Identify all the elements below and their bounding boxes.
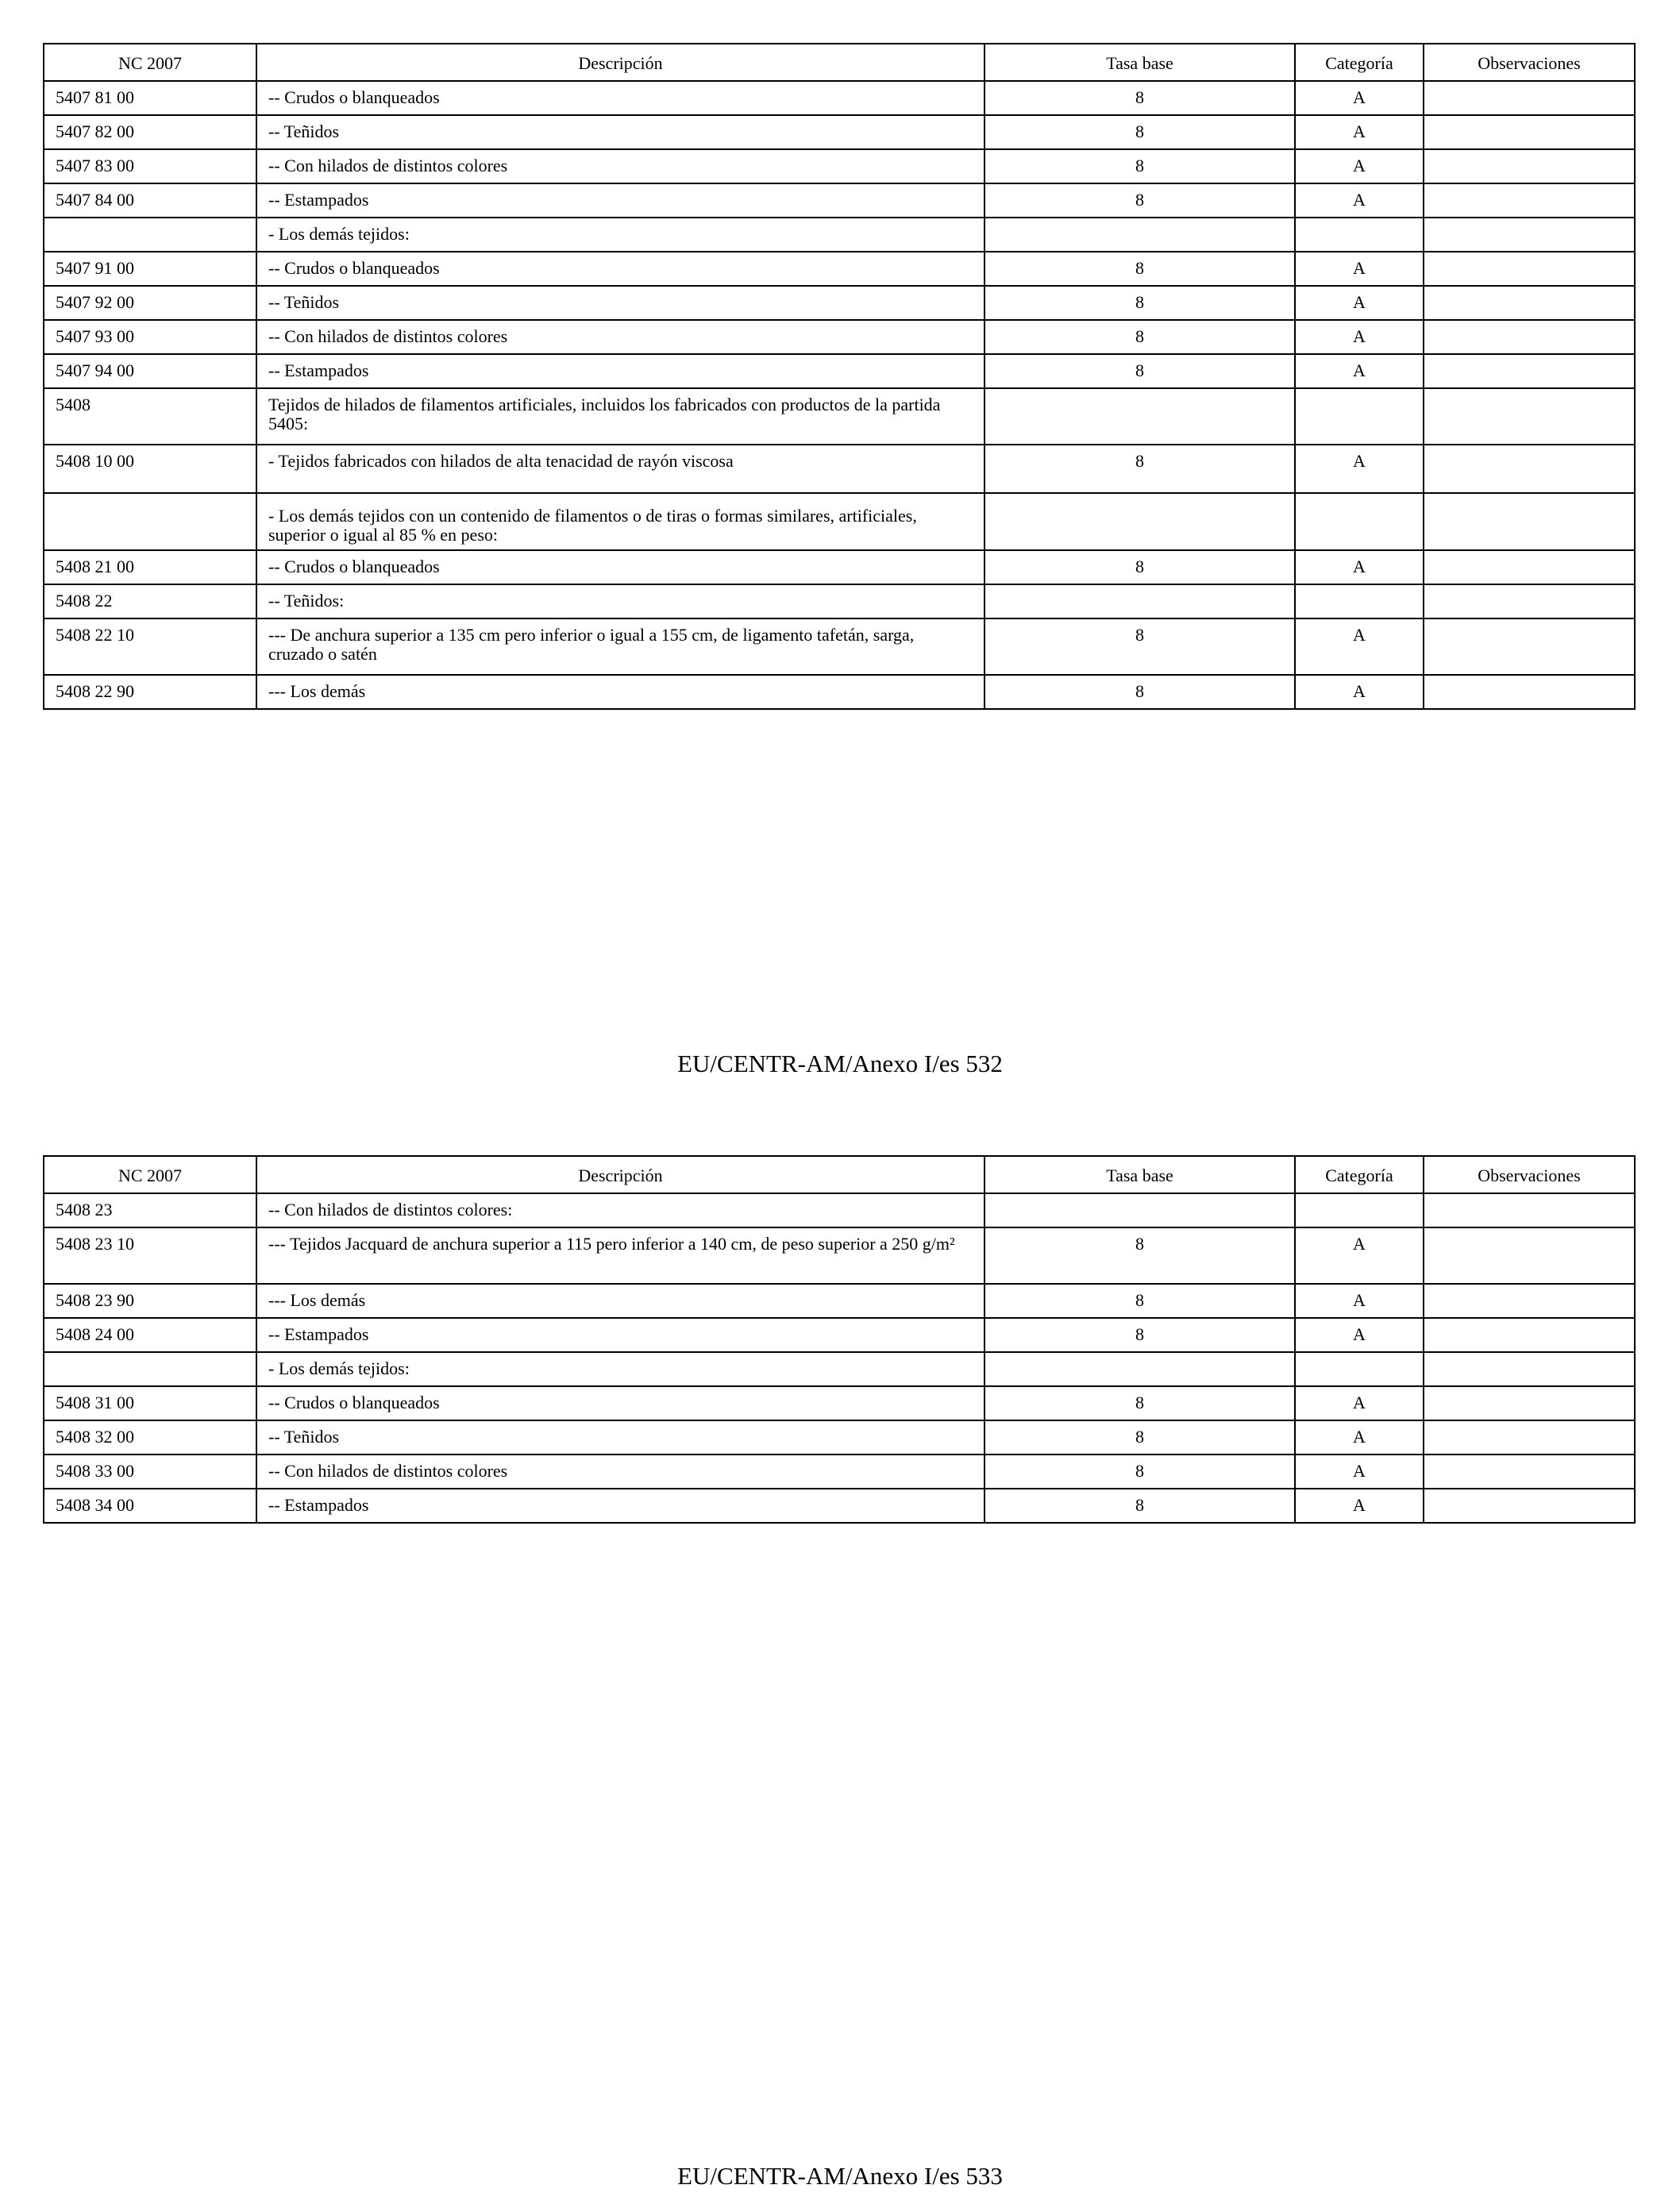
table-row <box>44 1352 1635 1386</box>
cell-descripcion: --- Tejidos Jacquard de anchura superior a 115 pero inferior a 140 cm, de peso superior a 250 g/m² <box>256 1227 984 1284</box>
table-row <box>44 1284 1635 1318</box>
cell-nc <box>44 1352 256 1386</box>
cell-descripcion: -- Crudos o blanqueados <box>256 252 984 286</box>
cell-descripcion: -- Crudos o blanqueados <box>256 550 984 584</box>
cell-descripcion: -- Estampados <box>256 1318 984 1352</box>
table-row <box>44 493 1635 550</box>
cell-nc: 5408 31 00 <box>44 1386 256 1420</box>
cell-observaciones <box>1424 354 1635 388</box>
cell-nc: 5407 84 00 <box>44 183 256 218</box>
header-observaciones: Observaciones <box>1424 1156 1635 1193</box>
cell-nc <box>44 218 256 252</box>
cell-nc: 5407 83 00 <box>44 149 256 183</box>
table-row <box>44 115 1635 149</box>
cell-observaciones <box>1424 320 1635 354</box>
cell-categoria: A <box>1295 320 1424 354</box>
cell-observaciones <box>1424 1352 1635 1386</box>
cell-tasa-base: 8 <box>984 618 1295 675</box>
tariff-table-532 <box>43 43 1636 710</box>
cell-nc: 5408 34 00 <box>44 1489 256 1523</box>
cell-tasa-base: 8 <box>984 286 1295 320</box>
cell-nc: 5407 81 00 <box>44 81 256 115</box>
tariff-table-533 <box>43 1155 1636 1524</box>
cell-descripcion: -- Con hilados de distintos colores <box>256 149 984 183</box>
cell-observaciones <box>1424 618 1635 675</box>
cell-descripcion: -- Teñidos: <box>256 584 984 618</box>
cell-categoria: A <box>1295 81 1424 115</box>
cell-categoria: A <box>1295 183 1424 218</box>
cell-nc: 5407 82 00 <box>44 115 256 149</box>
header-descripcion: Descripción <box>256 44 984 81</box>
cell-observaciones <box>1424 1227 1635 1284</box>
cell-nc: 5408 22 90 <box>44 675 256 709</box>
cell-nc: 5407 94 00 <box>44 354 256 388</box>
cell-observaciones <box>1424 1284 1635 1318</box>
cell-descripcion: -- Teñidos <box>256 1420 984 1455</box>
cell-descripcion: -- Con hilados de distintos colores <box>256 1455 984 1489</box>
cell-categoria: A <box>1295 1284 1424 1318</box>
cell-categoria: A <box>1295 1420 1424 1455</box>
cell-tasa-base: 8 <box>984 183 1295 218</box>
table-row <box>44 1489 1635 1523</box>
cell-descripcion: - Los demás tejidos: <box>256 1352 984 1386</box>
cell-nc: 5408 21 00 <box>44 550 256 584</box>
cell-tasa-base: 8 <box>984 1489 1295 1523</box>
cell-categoria: A <box>1295 286 1424 320</box>
cell-observaciones <box>1424 550 1635 584</box>
cell-nc: 5408 22 10 <box>44 618 256 675</box>
cell-observaciones <box>1424 115 1635 149</box>
cell-nc: 5408 24 00 <box>44 1318 256 1352</box>
table-header-row <box>44 1156 1635 1193</box>
cell-categoria: A <box>1295 1386 1424 1420</box>
table-row <box>44 354 1635 388</box>
cell-nc <box>44 493 256 550</box>
cell-tasa-base: 8 <box>984 81 1295 115</box>
cell-observaciones <box>1424 1318 1635 1352</box>
cell-tasa-base: 8 <box>984 252 1295 286</box>
table-row <box>44 1193 1635 1227</box>
cell-observaciones <box>1424 675 1635 709</box>
cell-observaciones <box>1424 1455 1635 1489</box>
table-row <box>44 1318 1635 1352</box>
cell-nc: 5408 23 10 <box>44 1227 256 1284</box>
table-row <box>44 1227 1635 1284</box>
cell-observaciones <box>1424 493 1635 550</box>
cell-categoria <box>1295 218 1424 252</box>
cell-observaciones <box>1424 1193 1635 1227</box>
cell-tasa-base <box>984 584 1295 618</box>
cell-categoria: A <box>1295 618 1424 675</box>
cell-tasa-base: 8 <box>984 320 1295 354</box>
table-row <box>44 286 1635 320</box>
cell-observaciones <box>1424 252 1635 286</box>
header-categoria: Categoría <box>1295 1156 1424 1193</box>
cell-categoria: A <box>1295 675 1424 709</box>
cell-categoria: A <box>1295 252 1424 286</box>
cell-descripcion: --- Los demás <box>256 675 984 709</box>
table-row <box>44 252 1635 286</box>
cell-descripcion: - Los demás tejidos: <box>256 218 984 252</box>
table-row <box>44 550 1635 584</box>
cell-descripcion: - Tejidos fabricados con hilados de alta tenacidad de rayón viscosa <box>256 445 984 493</box>
table-row <box>44 675 1635 709</box>
cell-descripcion: -- Con hilados de distintos colores <box>256 320 984 354</box>
cell-descripcion: -- Crudos o blanqueados <box>256 1386 984 1420</box>
cell-observaciones <box>1424 183 1635 218</box>
cell-descripcion: -- Teñidos <box>256 286 984 320</box>
cell-observaciones <box>1424 445 1635 493</box>
cell-descripcion: -- Estampados <box>256 1489 984 1523</box>
cell-nc: 5408 <box>44 388 256 445</box>
cell-categoria: A <box>1295 1318 1424 1352</box>
cell-tasa-base: 8 <box>984 115 1295 149</box>
table-row <box>44 584 1635 618</box>
cell-tasa-base <box>984 1193 1295 1227</box>
cell-categoria <box>1295 1193 1424 1227</box>
table-header-row <box>44 44 1635 81</box>
cell-nc: 5407 92 00 <box>44 286 256 320</box>
cell-descripcion: Tejidos de hilados de filamentos artificiales, incluidos los fabricados con productos de la partida 5405: <box>256 388 984 445</box>
page-footer-532: EU/CENTR-AM/Anexo I/es 532 <box>677 1050 1003 1077</box>
cell-tasa-base: 8 <box>984 675 1295 709</box>
header-observaciones: Observaciones <box>1424 44 1635 81</box>
cell-descripcion: --- Los demás <box>256 1284 984 1318</box>
cell-descripcion: -- Con hilados de distintos colores: <box>256 1193 984 1227</box>
table-row <box>44 1386 1635 1420</box>
cell-observaciones <box>1424 218 1635 252</box>
cell-observaciones <box>1424 286 1635 320</box>
cell-tasa-base: 8 <box>984 149 1295 183</box>
cell-observaciones <box>1424 1489 1635 1523</box>
cell-tasa-base <box>984 1352 1295 1386</box>
cell-tasa-base: 8 <box>984 1227 1295 1284</box>
cell-tasa-base: 8 <box>984 1420 1295 1455</box>
table-row <box>44 388 1635 445</box>
cell-tasa-base: 8 <box>984 550 1295 584</box>
cell-nc: 5407 93 00 <box>44 320 256 354</box>
cell-descripcion: -- Teñidos <box>256 115 984 149</box>
header-categoria: Categoría <box>1295 44 1424 81</box>
header-tasa-base: Tasa base <box>984 1156 1295 1193</box>
cell-categoria: A <box>1295 354 1424 388</box>
cell-categoria: A <box>1295 445 1424 493</box>
cell-nc: 5408 33 00 <box>44 1455 256 1489</box>
cell-tasa-base: 8 <box>984 445 1295 493</box>
cell-descripcion: --- De anchura superior a 135 cm pero inferior o igual a 155 cm, de ligamento tafetán, sarga, cruzado o satén <box>256 618 984 675</box>
cell-descripcion: -- Estampados <box>256 183 984 218</box>
cell-observaciones <box>1424 1420 1635 1455</box>
table-row <box>44 1420 1635 1455</box>
table-row <box>44 320 1635 354</box>
cell-tasa-base: 8 <box>984 1386 1295 1420</box>
table-row <box>44 183 1635 218</box>
cell-nc: 5408 32 00 <box>44 1420 256 1455</box>
cell-categoria <box>1295 584 1424 618</box>
cell-observaciones <box>1424 388 1635 445</box>
cell-categoria: A <box>1295 115 1424 149</box>
cell-categoria: A <box>1295 550 1424 584</box>
header-descripcion: Descripción <box>256 1156 984 1193</box>
cell-observaciones <box>1424 584 1635 618</box>
cell-tasa-base: 8 <box>984 354 1295 388</box>
cell-descripcion: -- Estampados <box>256 354 984 388</box>
cell-categoria <box>1295 388 1424 445</box>
table-row <box>44 81 1635 115</box>
cell-observaciones <box>1424 81 1635 115</box>
header-tasa-base: Tasa base <box>984 44 1295 81</box>
cell-nc: 5408 22 <box>44 584 256 618</box>
cell-descripcion: - Los demás tejidos con un contenido de filamentos o de tiras o formas similares, artificiales, superior o igual al 85 % en peso: <box>256 493 984 550</box>
header-nc: NC 2007 <box>44 1156 256 1193</box>
cell-categoria: A <box>1295 1227 1424 1284</box>
table-row <box>44 1455 1635 1489</box>
cell-observaciones <box>1424 1386 1635 1420</box>
cell-observaciones <box>1424 149 1635 183</box>
table-row <box>44 149 1635 183</box>
cell-categoria <box>1295 1352 1424 1386</box>
cell-nc: 5408 23 90 <box>44 1284 256 1318</box>
cell-tasa-base: 8 <box>984 1284 1295 1318</box>
cell-tasa-base <box>984 218 1295 252</box>
cell-categoria: A <box>1295 149 1424 183</box>
cell-tasa-base: 8 <box>984 1455 1295 1489</box>
cell-descripcion: -- Crudos o blanqueados <box>256 81 984 115</box>
cell-tasa-base: 8 <box>984 1318 1295 1352</box>
cell-categoria <box>1295 493 1424 550</box>
cell-nc: 5408 10 00 <box>44 445 256 493</box>
table-row <box>44 218 1635 252</box>
table-row <box>44 618 1635 675</box>
header-nc: NC 2007 <box>44 44 256 81</box>
cell-tasa-base <box>984 493 1295 550</box>
cell-categoria: A <box>1295 1489 1424 1523</box>
cell-categoria: A <box>1295 1455 1424 1489</box>
table-row <box>44 445 1635 493</box>
cell-nc: 5408 23 <box>44 1193 256 1227</box>
page-footer-533: EU/CENTR-AM/Anexo I/es 533 <box>677 2162 1003 2190</box>
cell-nc: 5407 91 00 <box>44 252 256 286</box>
cell-tasa-base <box>984 388 1295 445</box>
